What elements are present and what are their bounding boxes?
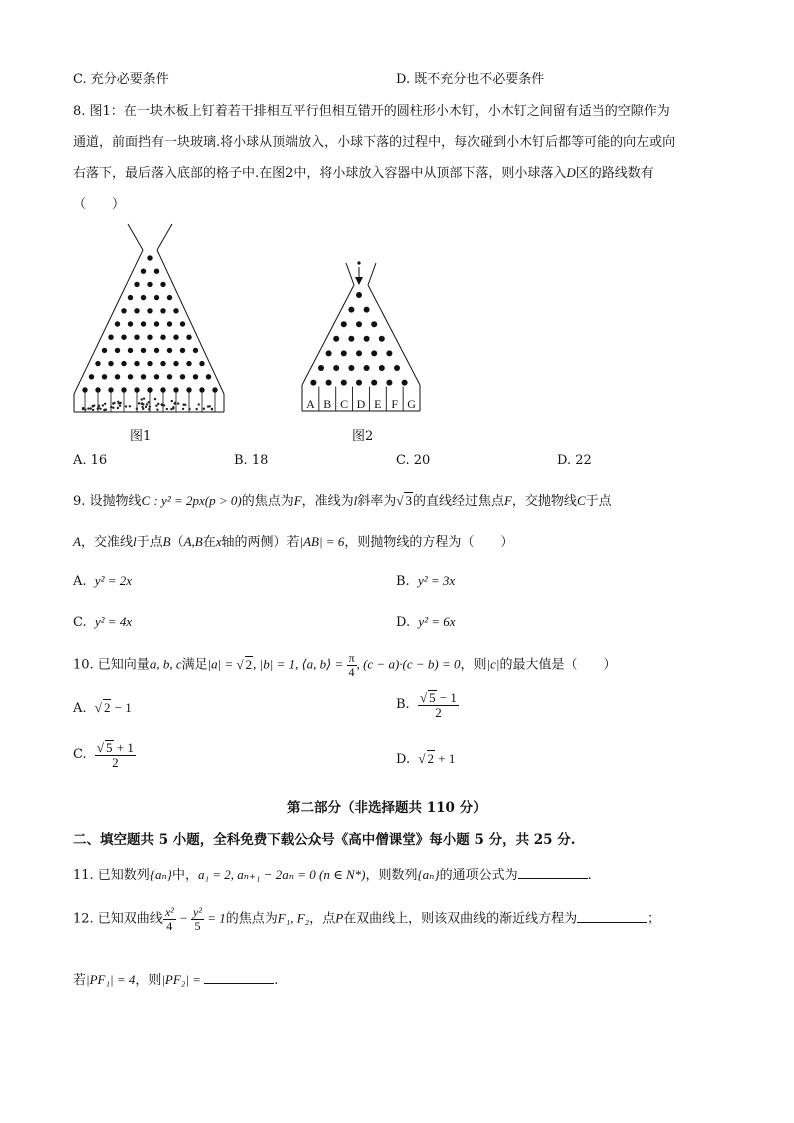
q8-option-a: A. 16 — [73, 453, 108, 468]
figure-1-ball — [87, 407, 89, 409]
figure-1-ball — [145, 406, 147, 408]
figure-1-ball — [195, 408, 197, 410]
figure-2-bin-label: B — [323, 397, 332, 411]
figure-1-peg — [134, 335, 139, 340]
figure-2-peg — [341, 350, 347, 356]
figure-1-ball — [146, 403, 148, 405]
figure-2-peg — [348, 336, 354, 342]
figure-2-peg — [371, 321, 377, 327]
q10-option-a: A. √ 2 − 1 — [73, 700, 132, 716]
figure-1-ball — [163, 404, 165, 406]
q9-option-b: B. y² = 3x — [396, 573, 456, 589]
figure-2-peg — [364, 365, 370, 371]
figure-1-ball — [110, 406, 112, 408]
figure-1-ball — [188, 408, 190, 410]
figure-1-peg — [108, 361, 113, 366]
q8-answer-paren: （ ） — [73, 197, 126, 212]
figure-2-peg — [356, 292, 362, 298]
figure-2-peg — [326, 380, 332, 386]
figure-1-peg — [160, 361, 165, 366]
figure-1-peg — [173, 308, 178, 313]
figure-1-ball — [198, 403, 200, 405]
figure-1-peg — [167, 321, 172, 326]
q9-option-a: A. y² = 2x — [73, 573, 133, 589]
figure-1-ball — [117, 401, 119, 403]
figure-1-peg — [154, 269, 159, 274]
figure-1-peg — [82, 387, 87, 392]
figure-1-ball — [90, 407, 92, 409]
figure-1-peg — [141, 269, 146, 274]
figure-1-peg — [141, 321, 146, 326]
figure-1-peg — [134, 387, 139, 392]
figure-1-peg — [173, 361, 178, 366]
figure-2-bin-label: C — [340, 397, 349, 411]
part-two-title: 第二部分（非选择题共 110 分） — [287, 800, 487, 816]
figure-2-peg — [371, 380, 377, 386]
figure-1-ball — [129, 405, 131, 407]
figure-1-peg — [167, 374, 172, 379]
figure-1-ball — [182, 404, 184, 406]
q10-option-b: B. $\frac{√ 5 - 1}{2}$ — [396, 690, 457, 720]
q9-option-c: C. y² = 4x — [73, 614, 133, 630]
figure-1-peg — [173, 335, 178, 340]
figure-1-peg — [180, 348, 185, 353]
q9-option-d: D. y² = 6x — [396, 614, 456, 630]
figure-1-ball — [211, 408, 213, 410]
figure-2-peg — [333, 336, 339, 342]
figure-1-peg — [128, 295, 133, 300]
figure-2-peg — [356, 350, 362, 356]
figure-2-peg — [371, 350, 377, 356]
figure-1-peg — [147, 282, 152, 287]
figure-1-peg — [108, 335, 113, 340]
figure-2-peg — [348, 365, 354, 371]
figure-1-peg — [115, 348, 120, 353]
figure-2-peg — [318, 365, 324, 371]
figure-1-peg — [134, 308, 139, 313]
q12-stem-line2: 若|PF₁| = 4，则|PF₂| = . — [73, 972, 279, 988]
q8-option-b: B. 18 — [234, 453, 269, 468]
figure-1-ball — [172, 406, 174, 408]
figure-1-ball — [117, 407, 119, 409]
figure-1-peg — [154, 348, 159, 353]
figure-2-peg — [379, 365, 385, 371]
figure-1-peg — [102, 374, 107, 379]
figure-1-peg — [160, 282, 165, 287]
figure-1-ball — [203, 408, 205, 410]
figure-1-ball — [142, 403, 144, 405]
figure-1-peg — [160, 387, 165, 392]
figure-1-ball — [155, 405, 157, 407]
figure-1-peg — [193, 374, 198, 379]
figure-1-peg — [212, 387, 217, 392]
figure-2-peg — [341, 321, 347, 327]
q8-option-c: C. 20 — [396, 453, 431, 468]
figure-1-ball — [207, 405, 209, 407]
figure-1-peg — [121, 387, 126, 392]
figure-1-peg — [193, 348, 198, 353]
figure-2-bin-label: E — [374, 397, 382, 411]
figure-1-ball — [112, 402, 114, 404]
figure-1-peg — [108, 387, 113, 392]
q8-stem-line2: 通道，前面挡有一块玻璃.将小球从顶端放入，小球下落的过程中，每次碰到小木钉后都等可能的向左或向 — [73, 135, 676, 150]
q12-stem-line1: 12. 已知双曲线 $\frac{\text{x²}}{4}$ − $\frac{\text{y²}}{5}$ = 1的焦点为F₁, F₂，点P在双曲线上，则该双曲线的渐近线方程为 ； — [73, 905, 661, 933]
figure-2-caption: 图2 — [352, 429, 374, 444]
figure-2-peg — [386, 380, 392, 386]
figure-1-peg — [147, 308, 152, 313]
figure-1-ball — [98, 405, 100, 407]
figure-2-peg — [364, 307, 370, 313]
figure-1-ball — [103, 409, 105, 411]
figure-2-peg — [402, 380, 408, 386]
q11-stem: 11. 已知数列{aₙ}中，a₁ = 2, aₙ₊₁ − 2aₙ = 0 (n ∈ N*)，则数列{aₙ}的通项公式为 . — [73, 867, 592, 883]
figure-1-ball — [177, 402, 179, 404]
figure-1-peg — [160, 308, 165, 313]
figure-2-peg — [356, 321, 362, 327]
figure-2-peg — [356, 380, 362, 386]
figure-2-peg — [333, 365, 339, 371]
figure-1-peg — [115, 321, 120, 326]
figure-1-peg — [154, 374, 159, 379]
q10-stem: 10. 已知向量a, b, c满足|a| = √ 2, |b| = 1, ⟨a, b⟩ = $\frac{\pi}{4}$ , (c − a)·(c − b) = 0，则|c|的最大值是（ ） — [73, 651, 617, 679]
figure-1-peg — [121, 335, 126, 340]
figure-1-peg — [128, 321, 133, 326]
figure-1-peg — [141, 295, 146, 300]
q12-pf2-blank[interactable] — [204, 971, 274, 984]
figure-1-ball — [149, 406, 151, 408]
figure-1-peg — [134, 282, 139, 287]
figure-1-ball — [102, 404, 104, 406]
figure-2-peg — [326, 350, 332, 356]
figure-1-peg — [147, 255, 152, 260]
figure-1-peg — [147, 361, 152, 366]
figure-1-peg — [134, 361, 139, 366]
figure-1-ball — [136, 408, 138, 410]
figure-1-ball — [99, 408, 101, 410]
figure-1-caption: 图1 — [130, 429, 152, 444]
figure-1-peg — [206, 374, 211, 379]
figure-2-bin-label: D — [356, 397, 366, 411]
figure-2-galton-board — [298, 255, 424, 413]
figure-1-peg — [121, 361, 126, 366]
q7-option-d: D. 既不充分也不必要条件 — [396, 72, 545, 87]
figure-2-bin-label: G — [407, 397, 416, 411]
figure-1-peg — [115, 374, 120, 379]
figure-1-peg — [147, 387, 152, 392]
figure-1-peg — [186, 335, 191, 340]
figure-1-peg — [160, 335, 165, 340]
q8-stem-line3: 右落下，最后落入底部的格子中.在图2中，将小球放入容器中从顶部下落，则小球落入D区的路线数有 — [73, 165, 654, 181]
figure-1-ball — [92, 409, 94, 411]
fill-in-section-heading: 二、填空题共 5 小题，全科免费下载公众号《高中僧课堂》每小题 5 分，共 25 分. — [73, 832, 576, 848]
figure-1-peg — [199, 361, 204, 366]
figure-1-ball — [148, 408, 150, 410]
figure-1-peg — [95, 361, 100, 366]
figure-1-peg — [147, 335, 152, 340]
figure-1-ball — [84, 408, 86, 410]
figure-2-peg — [386, 350, 392, 356]
q9-stem-line1: 9. 设抛物线C : y² = 2px(p > 0)的焦点为F，准线为l斜率为√ 3的直线经过焦点F，交抛物线C于点 — [73, 493, 612, 509]
figure-2-peg — [394, 365, 400, 371]
figure-2-drop-point — [357, 261, 360, 264]
figure-1-ball — [157, 403, 159, 405]
figure-1-ball — [166, 408, 168, 410]
figure-1-ball — [112, 407, 114, 409]
figure-1-ball — [104, 403, 106, 405]
figure-1-peg — [186, 387, 191, 392]
figure-1-peg — [186, 361, 191, 366]
figure-1-peg — [173, 387, 178, 392]
figure-1-ball — [82, 407, 84, 409]
figure-2-peg — [364, 336, 370, 342]
figure-1-galton-board — [70, 218, 230, 414]
figure-1-peg — [199, 387, 204, 392]
figure-1-ball — [93, 404, 95, 406]
figure-1-peg — [167, 295, 172, 300]
figure-2-peg — [379, 336, 385, 342]
q7-option-c: C. 充分必要条件 — [73, 72, 169, 87]
figure-1-ball — [125, 405, 127, 407]
figure-1-peg — [180, 321, 185, 326]
figure-1-ball — [156, 408, 158, 410]
q9-stem-line2: A，交准线l于点B（A,B在x轴的两侧）若|AB| = 6，则抛物线的方程为（ ） — [73, 534, 514, 550]
figure-1-peg — [167, 348, 172, 353]
figure-1-ball — [154, 398, 156, 400]
q8-option-d: D. 22 — [557, 453, 592, 468]
figure-1-ball — [140, 398, 142, 400]
figure-1-peg — [121, 308, 126, 313]
q11-answer-blank[interactable] — [518, 866, 588, 879]
q8-stem-line1: 8. 图1：在一块木板上钉着若干排相互平行但相互错开的圆柱形小木钉，小木钉之间留有适当的空隙作为 — [73, 104, 670, 119]
q10-option-c: C. $\frac{√ 5 + 1}{2}$ — [73, 740, 134, 770]
figure-1-ball — [182, 408, 184, 410]
figure-1-peg — [128, 348, 133, 353]
figure-1-ball — [161, 403, 163, 405]
figure-1-ball — [171, 400, 173, 402]
figure-1-ball — [138, 402, 140, 404]
figure-2-peg — [341, 380, 347, 386]
figure-1-ball — [142, 408, 144, 410]
figure-2-bin-label: A — [306, 397, 315, 411]
figure-2-peg — [348, 307, 354, 313]
figure-1-peg — [154, 321, 159, 326]
figure-1-peg — [128, 374, 133, 379]
figure-1-peg — [95, 387, 100, 392]
figure-1-ball — [174, 402, 176, 404]
figure-1-ball — [119, 404, 121, 406]
figure-1-peg — [141, 348, 146, 353]
figure-1-ball — [147, 401, 149, 403]
figure-2-arrow-head — [355, 277, 363, 285]
figure-1-peg — [89, 374, 94, 379]
figure-1-peg — [180, 374, 185, 379]
figure-2-bin-label: F — [391, 397, 399, 411]
figure-2-peg — [310, 380, 316, 386]
figure-1-peg — [154, 295, 159, 300]
figure-1-ball — [143, 397, 145, 399]
q12-asymptote-blank[interactable] — [577, 910, 647, 923]
figure-1-peg — [102, 348, 107, 353]
q10-option-d: D. √ 2 + 1 — [396, 751, 456, 767]
figure-1-peg — [141, 374, 146, 379]
